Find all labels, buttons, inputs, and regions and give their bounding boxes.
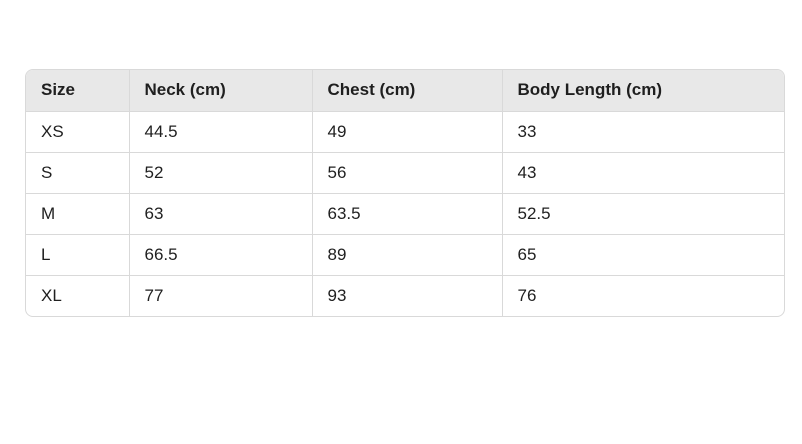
cell-neck: 77	[129, 275, 312, 316]
header-chest: Chest (cm)	[312, 70, 502, 111]
cell-size: M	[26, 193, 129, 234]
cell-neck: 66.5	[129, 234, 312, 275]
cell-chest: 49	[312, 111, 502, 152]
cell-body-length: 65	[502, 234, 784, 275]
header-neck: Neck (cm)	[129, 70, 312, 111]
cell-body-length: 52.5	[502, 193, 784, 234]
cell-size: S	[26, 152, 129, 193]
table-header-row	[26, 70, 784, 111]
cell-chest: 93	[312, 275, 502, 316]
header-body-length: Body Length (cm)	[502, 70, 784, 111]
table-row	[26, 275, 784, 316]
table-row	[26, 234, 784, 275]
cell-chest: 56	[312, 152, 502, 193]
cell-body-length: 33	[502, 111, 784, 152]
cell-neck: 44.5	[129, 111, 312, 152]
cell-chest: 63.5	[312, 193, 502, 234]
table-row	[26, 193, 784, 234]
table-row	[26, 111, 784, 152]
table-row	[26, 152, 784, 193]
cell-size: XS	[26, 111, 129, 152]
cell-neck: 52	[129, 152, 312, 193]
cell-size: L	[26, 234, 129, 275]
cell-size: XL	[26, 275, 129, 316]
cell-body-length: 76	[517, 285, 537, 305]
cell-chest: 89	[312, 234, 502, 275]
header-size: Size	[26, 70, 129, 111]
size-chart-table-container	[25, 69, 785, 317]
cell-neck: 63	[129, 193, 312, 234]
cell-body-length: 43	[502, 152, 784, 193]
size-chart-table	[26, 70, 784, 316]
